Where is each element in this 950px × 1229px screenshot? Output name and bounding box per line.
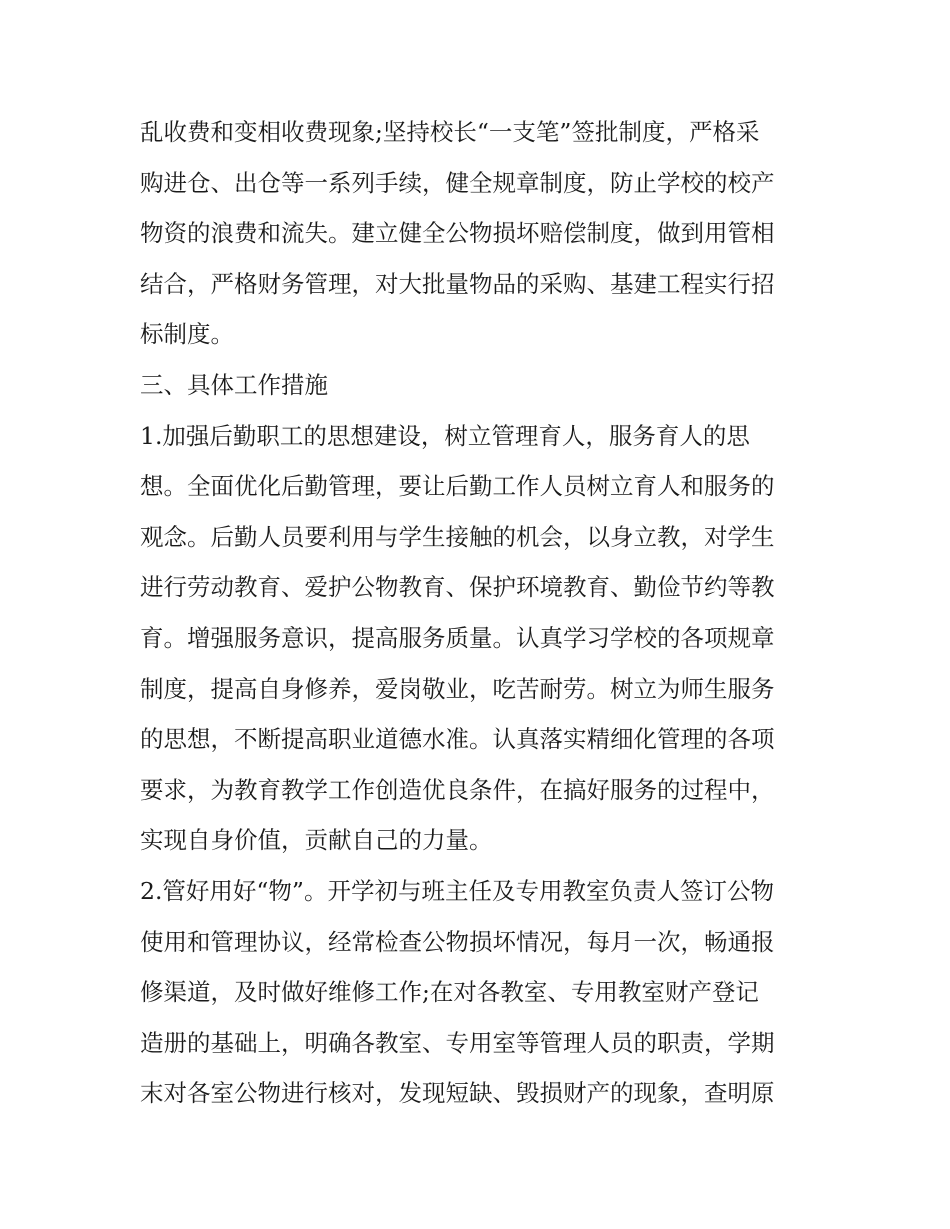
text-line: 的思想，不断提高职业道德水准。认真落实精细化管理的各项 <box>140 725 775 754</box>
text-line: 造册的基础上，明确各教室、专用室等管理人员的职责，学期 <box>140 1028 775 1057</box>
text-line: 乱收费和变相收费现象;坚持校长“一支笔”签批制度，严格采 <box>140 118 760 146</box>
document-body <box>140 107 820 1119</box>
section-heading: 三、具体工作措施 <box>140 370 328 399</box>
text-line: 想。全面优化后勤管理，要让后勤工作人员树立育人和服务的 <box>140 472 775 501</box>
text-line: 结合，严格财务管理，对大批量物品的采购、基建工程实行招 <box>140 269 775 298</box>
text-line: 要求，为教育教学工作创造优良条件，在搞好服务的过程中， <box>140 775 775 804</box>
text-line: 修渠道，及时做好维修工作;在对各教室、专用教室财产登记 <box>140 978 759 1007</box>
text-line: 1.加强后勤职工的思想建设，树立管理育人，服务育人的思 <box>140 421 750 450</box>
text-line: 2.管好用好“物”。开学初与班主任及专用教室负责人签订公物 <box>140 876 774 905</box>
text-line: 育。增强服务意识，提高服务质量。认真学习学校的各项规章 <box>140 623 775 652</box>
text-line: 进行劳动教育、爱护公物教育、保护环境教育、勤俭节约等教 <box>140 573 775 602</box>
text-line: 购进仓、出仓等一系列手续，健全规章制度，防止学校的校产 <box>140 168 775 197</box>
text-line: 末对各室公物进行核对，发现短缺、毁损财产的现象，查明原 <box>140 1079 775 1108</box>
text-line: 标制度。 <box>140 320 234 349</box>
text-line: 制度，提高自身修养，爱岗敬业，吃苦耐劳。树立为师生服务 <box>140 674 775 703</box>
text-line: 物资的浪费和流失。建立健全公物损坏赔偿制度，做到用管相 <box>140 219 775 248</box>
text-line: 使用和管理协议，经常检查公物损坏情况，每月一次，畅通报 <box>140 927 775 956</box>
text-line: 实现自身价值，贡献自己的力量。 <box>140 826 493 855</box>
text-line: 观念。后勤人员要利用与学生接触的机会，以身立教，对学生 <box>140 522 775 551</box>
